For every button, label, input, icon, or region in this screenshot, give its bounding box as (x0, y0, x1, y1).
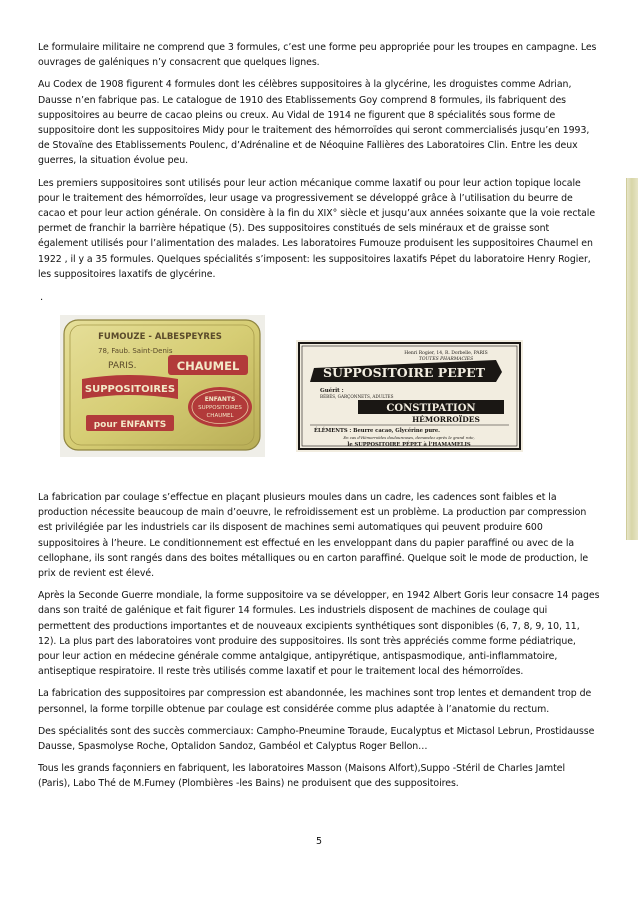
paragraph: La fabrication des suppositoires par compression est abandonnée, les machines sont trop lentes et demandent trop de personnel, la forme torpille obtenue par coulage est considérée comme plus adaptée à l’anatomie du rectum. (38, 688, 592, 715)
pepet-advertisement-image (296, 340, 523, 452)
ad-guerit-detail: BÉBÉS, GARÇONNETS, ADULTES (320, 394, 394, 399)
tin-pour-enfants: pour ENFANTS (93, 420, 167, 430)
tin-city: PARIS. (108, 361, 137, 371)
ad-guerit: Guérit : (320, 388, 344, 394)
tin-badge-line2: SUPPOSITOIRES (198, 405, 242, 411)
bottom-text (38, 490, 600, 799)
top-text (38, 40, 600, 289)
ad-brand: SUPPOSITOIRE PEPET (323, 365, 485, 380)
tin-address: 78, Faub. Saint-Denis (98, 347, 173, 355)
paragraph: Des spécialités sont des succès commerciaux: Campho-Pneumine Toraude, Eucalyptus et Mictasol Lebrun, Prostidausse Dausse, Spasmolyse Roche, Optalidon Sandoz, Gambéol et Calyptus Roger Bellon… (38, 725, 595, 753)
ad-address: Henri Rogier, 14, R. Dorbelle, PARIS (404, 351, 488, 356)
paragraph: Au Codex de 1908 figurent 4 formules dont les célèbres suppositoires à la glycérine, les droguistes comme Adrian, Dausse n’en fabrique pas. Le catalogue de 1910 des Etablissements Goy comprend 8 formules, ils fabriquent des suppositoires au beurre de cacao pleins ou creux. Au Vidal de 1914 ne figurent que 8 spécialités sous forme de suppositoire dont les suppositoires Midy pour le traitement des hémorroïdes qui seront commercialisés jusqu’en 1993, de Stovaïne des Etablissements Poulenc, d’Adrénaline et de Néoquine Fallières des Laboratoires Clin. Entre les deux guerres, la situation évolue peu. (38, 79, 590, 167)
page-number: 5 (315, 836, 323, 847)
paragraph: Tous les grands façonniers en fabriquent, les laboratoires Masson (Maisons Alfort),Suppo -Stéril de Charles Jamtel (Paris), Labo Thé de M.Fumey (Plombières -les Bains) ne produisent que des suppositoires. (38, 763, 566, 790)
tin-product: SUPPOSITOIRES (84, 384, 176, 395)
chaumel-tin-image (60, 315, 265, 457)
stray-dot: . (40, 292, 44, 303)
ad-constipation: CONSTIPATION (386, 403, 476, 414)
tin-maker: FUMOUZE - ALBESPEYRES (98, 332, 222, 342)
edge-image-strip (626, 178, 638, 540)
ad-note1: En cas d’Hémorroïdes douloureuses, demandez après le grand rote, (343, 435, 475, 440)
ad-pharmacies: TOUTES PHARMACIES (418, 357, 474, 362)
ad-hemorroides: HÉMORROÏDES (412, 415, 480, 424)
ad-note2: le SUPPOSITOIRE PÉPET à l’HAMAMELIS (347, 442, 471, 448)
tin-badge-line3: CHAUMEL (206, 413, 234, 419)
tin-badge-line1: ENFANTS (204, 396, 236, 403)
paragraph: La fabrication par coulage s’effectue en plaçant plusieurs moules dans un cadre, les cadences sont faibles et la production nécessite beaucoup de main d’oeuvre, le refroidissement est un problème. La production par compression est privilégiée par les industriels car ils disposent de machines semi automatiques qui peuvent produire 600 suppositoires à l’heure. Le conditionnement est effectué en les enveloppant dans du papier paraffiné ou avec de la cellophane, ils sont rangés dans des boites métalliques ou en carton paraffiné. Quelque soit le mode de production, le prix de revient est élevé. (38, 492, 589, 580)
tin-brand: CHAUMEL (176, 359, 240, 373)
paragraph: Les premiers suppositoires sont utilisés pour leur action mécanique comme laxatif ou pour leur action topique locale pour le traitement des hémorroïdes, leur usage va progressivement se développé grâce à l’utilisation du beurre de cacao et pour leur action générale. On considère à la fin du XIX° siècle et jusqu’aux années soixante que la voie rectale permet de franchir la barrière hépatique (5). Des suppositoires constitués de sels minéraux et de graisse sont également utilisés pour l’alimentation des malades. Les laboratoires Fumouze produisent les suppositoires Chaumel en 1922 , il y a 35 formules. Quelques spécialités s’imposent: les suppositoires laxatifs Pépet du laboratoire Henry Rogier, les suppositoires laxatifs de glycérine. (38, 177, 596, 280)
ad-elements: ÉLÉMENTS : Beurre cacao, Glycérine pure. (314, 428, 440, 434)
paragraph: Après la Seconde Guerre mondiale, la forme suppositoire va se développer, en 1942 Albert Goris leur consacre 14 pages dans son traité de galénique et fait figurer 14 formules. Les industriels disposent de machines de coulage qui permettent des productions importantes et de nouveaux excipients synthétiques sont disponibles (6, 7, 8, 9, 10, 11, 12). La plus part des laboratoires vont produire des suppositoires. Ils sont très appréciés comme forme pédiatrique, pour leur action en médecine générale comme antalgique, antipyrétique, antispasmodique, anti-inflammatoire, antiseptique respiratoire. Il reste très utilisés comme laxatif et pour le traitement local des hémorroïdes. (38, 590, 600, 678)
paragraph: Le formulaire militaire ne comprend que 3 formules, c’est une forme peu appropriée pour les troupes en campagne. Les ouvrages de galéniques n’y consacrent que quelques lignes. (38, 42, 597, 69)
